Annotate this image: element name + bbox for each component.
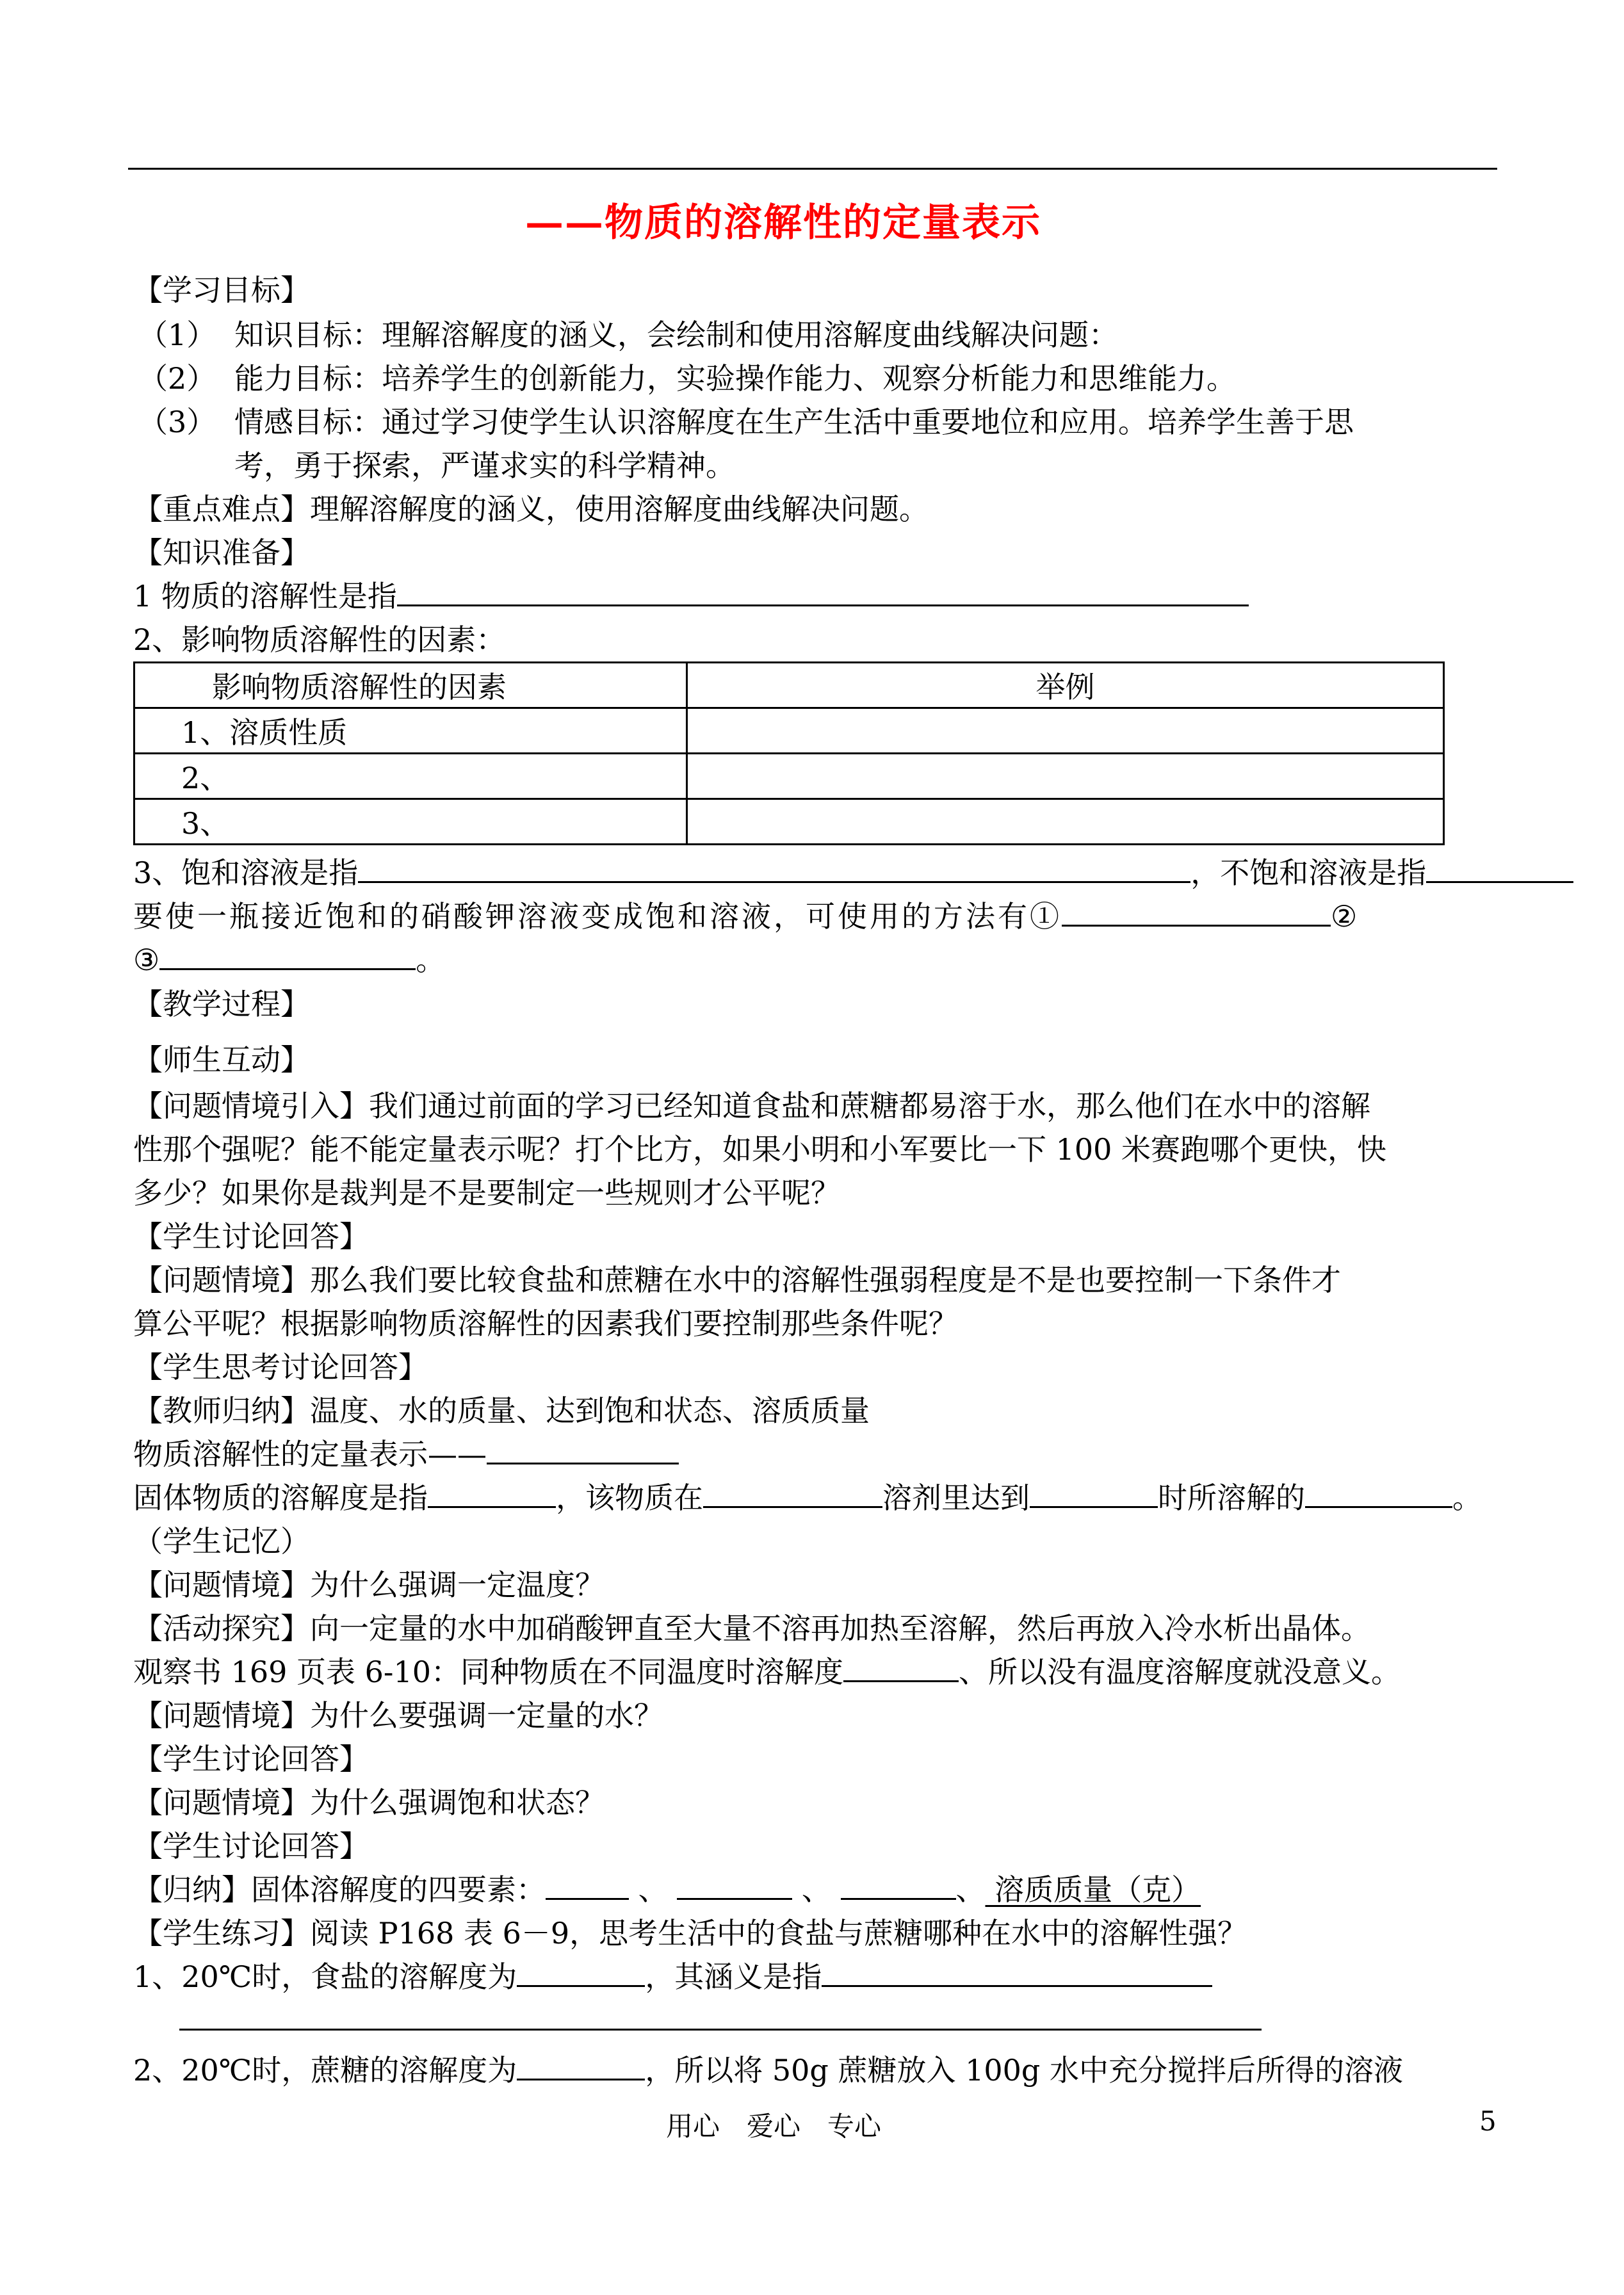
table-header-factor: 影响物质溶解性的因素 [134,663,687,708]
objectives-heading: 【学习目标】 [133,273,310,307]
solid-def-blank-4 [1305,1505,1452,1508]
question-temperature: 【问题情境】为什么强调一定温度？ [133,1568,605,1602]
activity-line-1: 【活动探究】向一定量的水中加硝酸钾直至大量不溶再加热至溶解，然后再放入冷水析出晶体。 [133,1611,1370,1646]
four-elements-sep-1: 、 [629,1872,678,1907]
objective-3-num: （3） [138,405,216,439]
table-row [134,708,1444,754]
solid-def-text-c: 溶剂里达到 [882,1480,1030,1515]
element-blank-1 [546,1897,629,1900]
situation-line-1: 【问题情境】那么我们要比较食盐和蔗糖在水中的溶解性强弱程度是不是也要控制一下条件才 [133,1263,1341,1297]
table-header-example: 举例 [687,663,1444,708]
exercise-1-text-b: ，其涵义是指 [645,1959,822,1994]
table-cell-factor: 3、 [134,799,687,845]
prep-q1 [133,581,1249,611]
element-blank-3 [841,1897,956,1900]
prep-q3-line2-circle: ② [1331,899,1360,934]
method-1-blank [1062,924,1331,927]
solid-def-blank-3 [1030,1505,1158,1508]
header-rule [128,168,1497,170]
quant-definition-blank [487,1462,679,1464]
prep-q3-line3 [133,945,445,975]
exercise-2-text-b: ，所以将 50g 蔗糖放入 100g 水中充分搅拌后所得的溶液 [645,2053,1403,2088]
solid-def-blank-2 [703,1505,882,1508]
objective-2 [138,361,1236,396]
interaction-heading: 【师生互动】 [133,1042,310,1077]
exercise-1-blank-2 [822,1984,1212,1987]
table-cell-example [687,754,1444,799]
prep-q3-line2 [133,899,1360,934]
table-cell-factor: 2、 [134,754,687,799]
situation-line-2: 算公平呢？根据影响物质溶解性的因素我们要控制那些条件呢？ [133,1306,958,1341]
exercise-2-blank [517,2078,645,2080]
footer-motto: 用心 爱心 专心 [666,2111,882,2142]
quant-definition-text: 物质溶解性的定量表示—— [133,1437,487,1472]
question-saturation: 【问题情境】为什么强调饱和状态？ [133,1785,605,1820]
objective-1 [138,320,1118,350]
table-header-row [134,663,1444,708]
discuss-answer-2: 【学生讨论回答】 [133,1742,369,1776]
discuss-answer-3: 【学生讨论回答】 [133,1829,369,1863]
table-cell-example [687,799,1444,845]
activity-blank [843,1680,959,1682]
quant-definition [133,1437,679,1472]
table-cell-example [687,708,1444,754]
objective-3-continued: 考，勇于探索，严谨求实的科学精神。 [234,448,735,483]
memorize-note: （学生记忆） [133,1524,310,1559]
activity-line-2 [133,1657,1401,1687]
exercise-1 [133,1959,1212,1994]
exercise-1-blank-3 [179,2028,1262,2031]
discuss-answer-1: 【学生讨论回答】 [133,1219,369,1254]
objective-1-text: 知识目标：理解溶解度的涵义，会绘制和使用溶解度曲线解决问题： [234,318,1118,352]
question-water: 【问题情境】为什么要强调一定量的水？ [133,1698,663,1733]
objective-2-num: （2） [138,361,216,396]
teacher-summary: 【教师归纳】温度、水的质量、达到饱和状态、溶质质量 [133,1393,870,1428]
prep-q2: 2、影响物质溶解性的因素： [133,622,506,657]
solid-def-blank-1 [428,1505,556,1508]
objective-3-text: 情感目标：通过学习使学生认识溶解度在生产生活中重要地位和应用。培养学生善于思 [234,405,1354,439]
exercise-2-text-a: 2、20℃时，蔗糖的溶解度为 [133,2053,517,2088]
intro-line-3: 多少？如果你是裁判是不是要制定一些规则才公平呢？ [133,1176,840,1210]
activity-line-2-text-b: 、所以没有温度溶解度就没意义。 [959,1655,1401,1689]
prep-q3 [133,858,1573,888]
activity-line-2-text-a: 观察书 169 页表 6-10：同种物质在不同温度时溶解度 [133,1655,844,1689]
page-title: ——物质的溶解性的定量表示 [525,200,1041,245]
prep-q3-blank-2 [1426,880,1573,883]
objective-2-text: 能力目标：培养学生的创新能力，实验操作能力、观察分析能力和思维能力。 [234,361,1236,396]
exercise-2 [133,2053,1403,2088]
solid-def-text-d: 时所溶解的 [1158,1480,1305,1515]
four-elements-text: 【归纳】固体溶解度的四要素： [133,1872,546,1907]
prep-q3-text-a: 3、饱和溶液是指 [133,856,359,890]
exercise-1-text-a: 1、20℃时，食盐的溶解度为 [133,1959,517,1994]
prep-q1-text: 1 物质的溶解性是指 [133,579,397,613]
table-row [134,754,1444,799]
key-points: 【重点难点】理解溶解度的涵义，使用溶解度曲线解决问题。 [133,492,929,526]
exercise-1-line-2 [179,2006,1262,2035]
method-3-blank [159,968,416,970]
prep-q1-blank [397,604,1249,606]
student-practice: 【学生练习】阅读 P168 表 6－9，思考生活中的食盐与蔗糖哪种在水中的溶解性强？ [133,1916,1247,1950]
prep-q3-line2-text: 要使一瓶接近饱和的硝酸钾溶液变成饱和溶液，可使用的方法有① [133,899,1062,934]
factors-table [133,661,1445,845]
page-number: 5 [1479,2105,1497,2137]
table-cell-factor: 1、溶质性质 [134,708,687,754]
intro-line-1: 【问题情境引入】我们通过前面的学习已经知道食盐和蔗糖都易溶于水，那么他们在水中的溶解 [133,1089,1370,1123]
four-elements-sep-2: 、 [792,1872,841,1907]
prep-q3-line3-end: 。 [416,943,446,977]
four-elements-sep-3: 、 [955,1872,986,1907]
prep-q3-text-b: ，不饱和溶液是指 [1190,856,1427,890]
four-elements [133,1872,1201,1907]
solid-def-text-a: 固体物质的溶解度是指 [133,1480,428,1515]
objective-1-num: （1） [138,318,216,352]
process-heading: 【教学过程】 [133,987,310,1021]
intro-line-2: 性那个强呢？能不能定量表示呢？打个比方，如果小明和小军要比一下 100 米赛跑哪个更快，快 [133,1132,1387,1167]
think-answer: 【学生思考讨论回答】 [133,1350,428,1384]
prep-heading: 【知识准备】 [133,535,310,570]
objective-3 [138,407,1354,437]
table-row [134,799,1444,845]
element-solute-mass: 溶质质量（克） [985,1872,1201,1907]
prep-q3-line3-circle: ③ [133,943,160,977]
solid-def-text-e: 。 [1452,1480,1482,1515]
solid-solubility-def [133,1480,1482,1515]
prep-q3-blank-1 [358,880,1190,883]
element-blank-2 [677,1897,792,1900]
solid-def-text-b: ，该物质在 [556,1480,703,1515]
exercise-1-blank-1 [517,1984,645,1987]
